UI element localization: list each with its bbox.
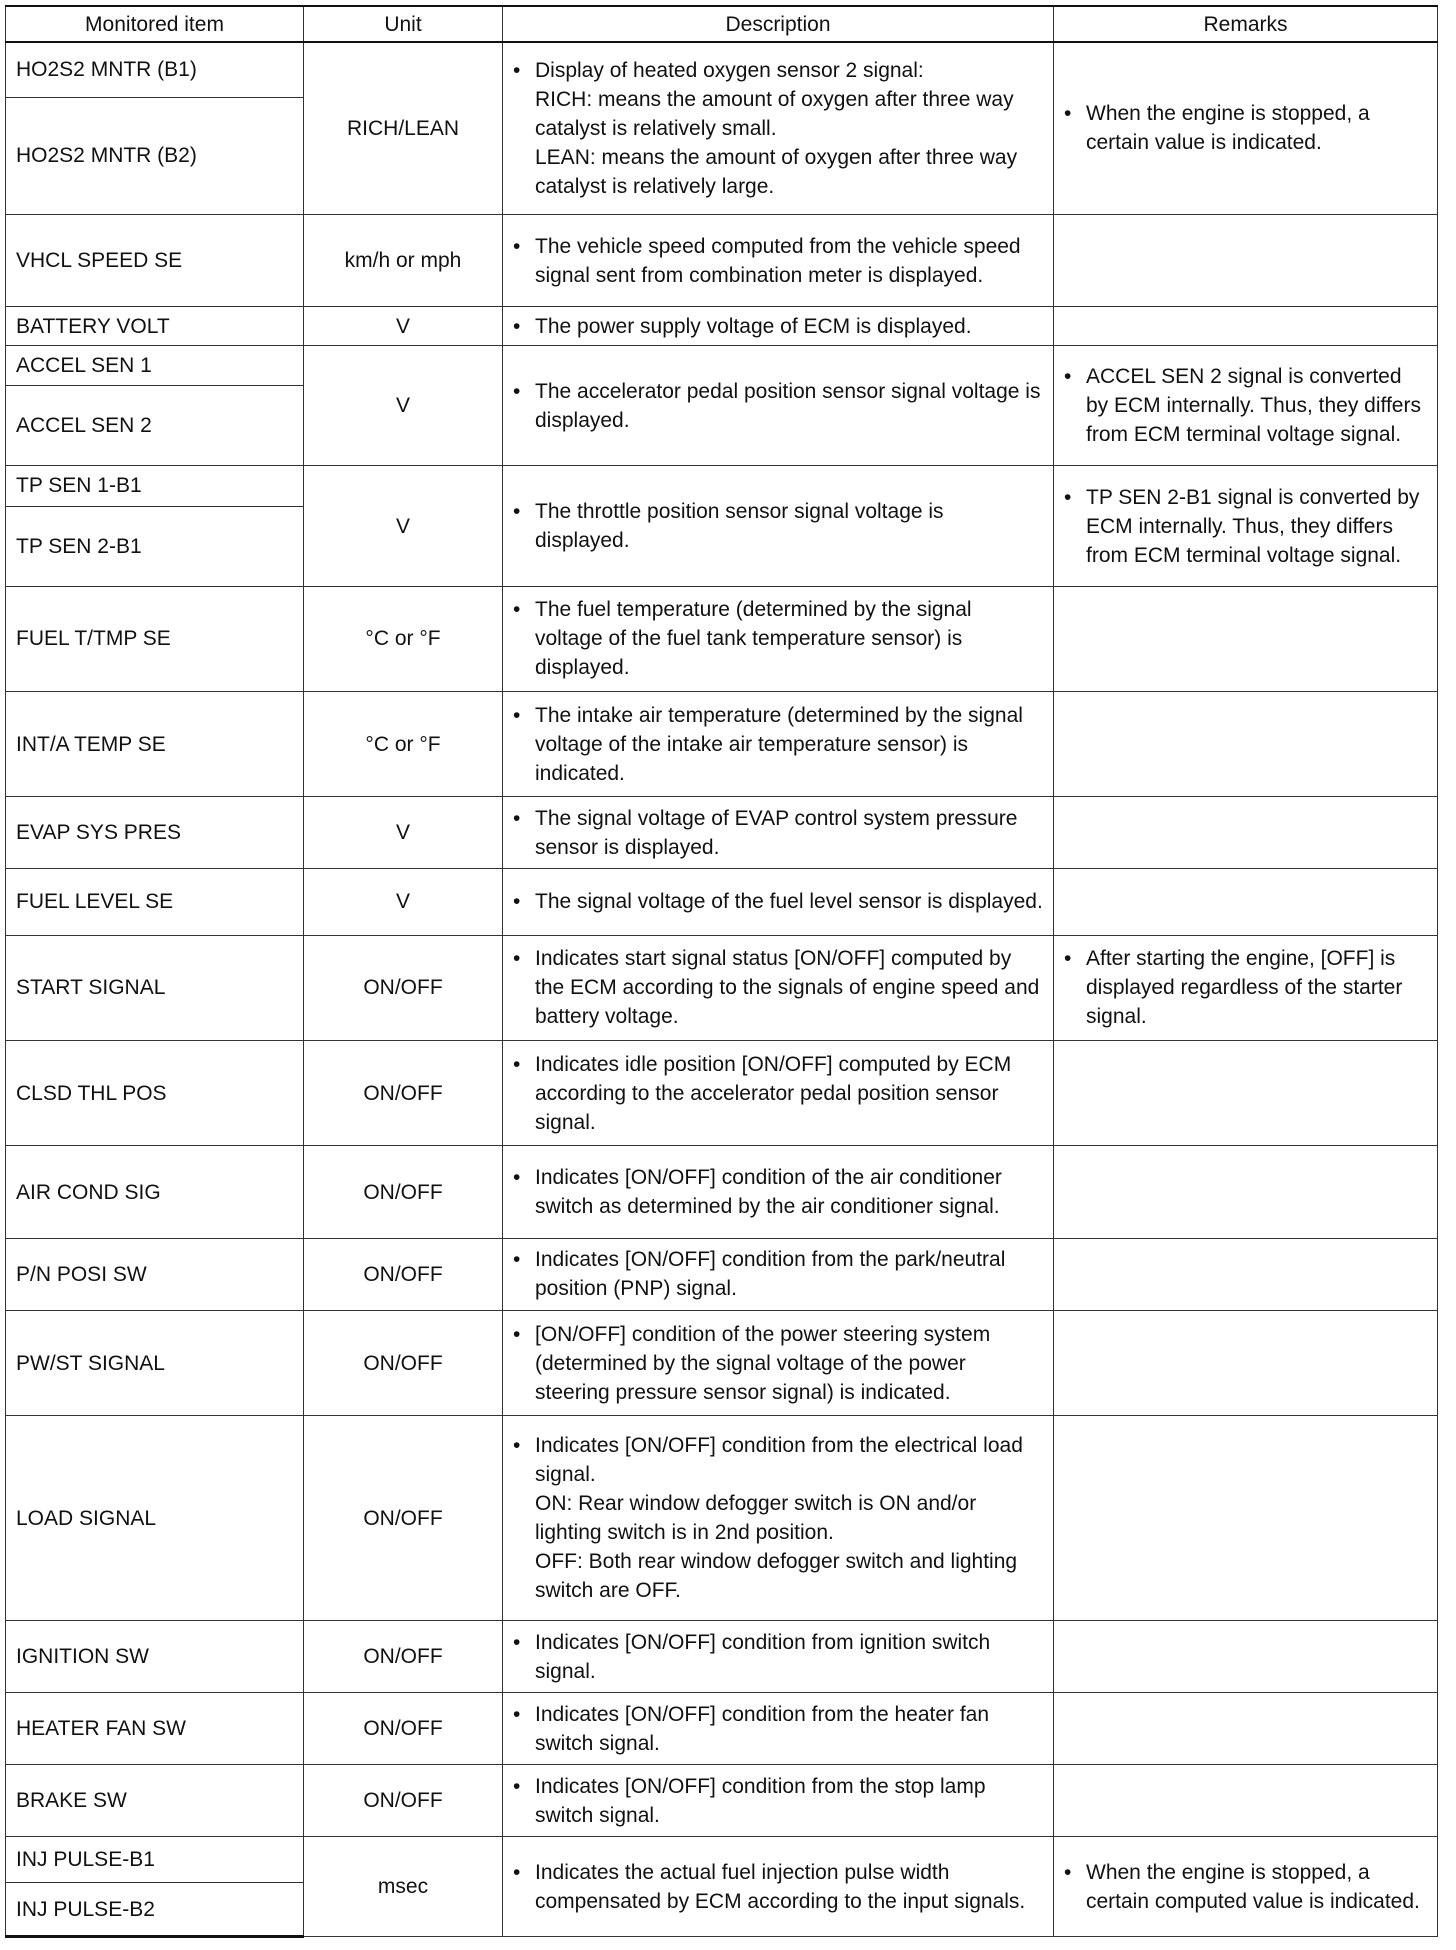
description (513, 232, 1043, 290)
monitored-item: TP SEN 1-B1 (6, 466, 304, 506)
description-text (535, 1700, 1043, 1758)
description-cell (503, 1238, 1054, 1310)
remarks (1064, 944, 1427, 1031)
monitored-item: ACCEL SEN 2 (6, 386, 304, 466)
unit-cell: ON/OFF (304, 1621, 503, 1693)
description-cell (503, 797, 1054, 869)
description-text (535, 1858, 1043, 1916)
remarks (1064, 483, 1427, 570)
table-row (6, 1146, 1438, 1239)
remarks-cell (1054, 797, 1438, 869)
remarks-cell (1054, 691, 1438, 796)
remarks-cell (1054, 346, 1438, 466)
description (513, 701, 1043, 788)
remarks-text (1086, 944, 1427, 1031)
unit-cell: km/h or mph (304, 214, 503, 307)
table-row (6, 214, 1438, 307)
unit-cell: ON/OFF (304, 1765, 503, 1837)
description-cell (503, 214, 1054, 307)
description (513, 595, 1043, 682)
table-row (6, 691, 1438, 796)
description-text (535, 1431, 1043, 1605)
bullet-dot: • (513, 1774, 521, 1798)
table-row (6, 1837, 1438, 1883)
bullet-dot: • (513, 703, 521, 727)
description (513, 887, 1043, 916)
remarks (1064, 362, 1427, 449)
unit-cell: RICH/LEAN (304, 42, 503, 214)
bullet-dot: • (513, 500, 521, 524)
description-text (535, 1628, 1043, 1686)
description-line: Indicates [ON/OFF] condition from the electrical load signal. (535, 1434, 1023, 1487)
description (513, 497, 1043, 555)
description-line: Indicates start signal status [ON/OFF] computed by the ECM according to the signals of engine speed and battery voltage. (535, 947, 1040, 1029)
bullet-dot: • (513, 314, 521, 338)
description-text (535, 804, 1043, 862)
remarks-cell (1054, 1146, 1438, 1239)
description-line: The power supply voltage of ECM is displayed. (535, 314, 972, 338)
remarks-cell (1054, 1238, 1438, 1310)
description-cell (503, 1310, 1054, 1415)
description-cell (503, 1040, 1054, 1145)
description-line: The throttle position sensor signal voltage is displayed. (535, 500, 944, 553)
description-line: Indicates the actual fuel injection pulse width compensated by ECM according to the input signals. (535, 1860, 1026, 1913)
table-row (6, 935, 1438, 1040)
description-text (535, 1050, 1043, 1137)
description-line: Indicates [ON/OFF] condition of the air conditioner switch as determined by the air conditioner signal. (535, 1166, 1002, 1219)
monitored-items-table (5, 5, 1438, 1938)
monitored-item: FUEL LEVEL SE (6, 869, 304, 935)
monitored-item: IGNITION SW (6, 1621, 304, 1693)
description-line: [ON/OFF] condition of the power steering system (determined by the signal voltage of the power steering pressure sensor signal) is indicated. (535, 1322, 991, 1404)
header-monitored-item: Monitored item (6, 6, 304, 42)
monitored-item: FUEL T/TMP SE (6, 586, 304, 691)
monitored-item: HO2S2 MNTR (B1) (6, 42, 304, 97)
unit-cell: °C or °F (304, 586, 503, 691)
monitored-item: BRAKE SW (6, 1765, 304, 1837)
bullet-dot: • (513, 1630, 521, 1654)
header-remarks: Remarks (1054, 6, 1438, 42)
remarks-cell (1054, 42, 1438, 214)
unit-cell: V (304, 307, 503, 346)
table-row (6, 1416, 1438, 1621)
description-cell (503, 346, 1054, 466)
bullet-dot: • (513, 598, 521, 622)
description-text (535, 1320, 1043, 1407)
monitored-item: HO2S2 MNTR (B2) (6, 97, 304, 214)
remarks-cell (1054, 307, 1438, 346)
table-body (6, 42, 1438, 1937)
monitored-item: START SIGNAL (6, 935, 304, 1040)
table-row (6, 466, 1438, 506)
remarks-cell (1054, 1693, 1438, 1765)
description-text (535, 1772, 1043, 1830)
unit-cell: ON/OFF (304, 1146, 503, 1239)
description (513, 1858, 1043, 1916)
description (513, 1163, 1043, 1221)
description-line: The fuel temperature (determined by the signal voltage of the fuel tank temperature sensor) is displayed. (535, 598, 972, 680)
table-row (6, 797, 1438, 869)
description-line: Indicates [ON/OFF] condition from the stop lamp switch signal. (535, 1774, 986, 1827)
bullet-dot: • (1064, 1860, 1072, 1884)
remarks-cell (1054, 935, 1438, 1040)
monitored-item: HEATER FAN SW (6, 1693, 304, 1765)
description-cell (503, 1621, 1054, 1693)
unit-cell: ON/OFF (304, 1040, 503, 1145)
description (513, 944, 1043, 1031)
bullet-dot: • (513, 1434, 521, 1458)
description (513, 1050, 1043, 1137)
bullet-dot: • (513, 806, 521, 830)
unit-cell: V (304, 869, 503, 935)
description-line: Indicates idle position [ON/OFF] computed by ECM according to the accelerator pedal position sensor signal. (535, 1052, 1012, 1134)
description-line: The vehicle speed computed from the vehicle speed signal sent from combination meter is displayed. (535, 234, 1021, 287)
description (513, 377, 1043, 435)
remarks-text (1086, 483, 1427, 570)
monitored-item: AIR COND SIG (6, 1146, 304, 1239)
bullet-dot: • (513, 890, 521, 914)
description-cell (503, 466, 1054, 586)
remarks-text (1086, 362, 1427, 449)
description-text (535, 887, 1043, 916)
remarks-cell (1054, 1310, 1438, 1415)
description (513, 312, 1043, 341)
description-line: OFF: Both rear window defogger switch and lighting switch are OFF. (535, 1550, 1018, 1603)
remarks (1064, 99, 1427, 157)
table-row (6, 869, 1438, 935)
remarks-cell (1054, 1621, 1438, 1693)
description-line: RICH: means the amount of oxygen after three way catalyst is relatively small. (535, 87, 1014, 140)
remarks-text (1086, 99, 1427, 157)
description (513, 1700, 1043, 1758)
description-text (535, 1245, 1043, 1303)
description-cell (503, 1416, 1054, 1621)
description (513, 1431, 1043, 1605)
unit-cell: ON/OFF (304, 1310, 503, 1415)
unit-cell: msec (304, 1837, 503, 1937)
description-text (535, 377, 1043, 435)
table-row (6, 1621, 1438, 1693)
monitored-item: P/N POSI SW (6, 1238, 304, 1310)
bullet-dot: • (513, 379, 521, 403)
table-row (6, 307, 1438, 346)
unit-cell: V (304, 797, 503, 869)
monitored-item: BATTERY VOLT (6, 307, 304, 346)
description-text (535, 312, 1043, 341)
description (513, 1245, 1043, 1303)
description (513, 1772, 1043, 1830)
table-row (6, 42, 1438, 97)
description-text (535, 1163, 1043, 1221)
monitored-item: INJ PULSE-B2 (6, 1883, 304, 1937)
description-line: LEAN: means the amount of oxygen after three way catalyst is relatively large. (535, 145, 1018, 198)
remarks (1064, 1858, 1427, 1916)
description (513, 1628, 1043, 1686)
bullet-dot: • (513, 1860, 521, 1884)
description-cell (503, 935, 1054, 1040)
table-row (6, 1765, 1438, 1837)
remarks-cell (1054, 466, 1438, 586)
bullet-dot: • (513, 1248, 521, 1272)
description-line: ON: Rear window defogger switch is ON and/or lighting switch is in 2nd position. (535, 1492, 977, 1545)
monitored-item: ACCEL SEN 1 (6, 346, 304, 386)
description-line: The signal voltage of the fuel level sensor is displayed. (535, 890, 1043, 914)
bullet-dot: • (513, 1322, 521, 1346)
description-cell (503, 691, 1054, 796)
remarks-cell (1054, 1837, 1438, 1937)
description-cell (503, 1765, 1054, 1837)
table-row (6, 586, 1438, 691)
description-cell (503, 869, 1054, 935)
remarks-text (1086, 1858, 1427, 1916)
description-line: The intake air temperature (determined by the signal voltage of the intake air temperature sensor) is indicated. (535, 703, 1023, 785)
table-row (6, 346, 1438, 386)
bullet-dot: • (1064, 102, 1072, 126)
description-line: Display of heated oxygen sensor 2 signal: (535, 58, 924, 82)
bullet-dot: • (513, 1052, 521, 1076)
remarks-cell (1054, 586, 1438, 691)
bullet-dot: • (1064, 947, 1072, 971)
table-row (6, 1310, 1438, 1415)
remarks-line: After starting the engine, [OFF] is displayed regardless of the starter signal. (1086, 947, 1403, 1029)
unit-cell: ON/OFF (304, 1238, 503, 1310)
unit-cell: ON/OFF (304, 1416, 503, 1621)
bullet-dot: • (513, 234, 521, 258)
description (513, 804, 1043, 862)
bullet-dot: • (1064, 485, 1072, 509)
remarks-cell (1054, 1765, 1438, 1837)
remarks-cell (1054, 869, 1438, 935)
description-cell (503, 1146, 1054, 1239)
description-cell (503, 307, 1054, 346)
remarks-line: ACCEL SEN 2 signal is converted by ECM internally. Thus, they differs from ECM terminal voltage signal. (1086, 365, 1421, 447)
description-text (535, 701, 1043, 788)
table-header-row (6, 6, 1438, 42)
table-row (6, 1040, 1438, 1145)
description-line: Indicates [ON/OFF] condition from the heater fan switch signal. (535, 1702, 990, 1755)
monitored-item: VHCL SPEED SE (6, 214, 304, 307)
description (513, 1320, 1043, 1407)
unit-cell: ON/OFF (304, 935, 503, 1040)
description-cell (503, 1693, 1054, 1765)
unit-cell: ON/OFF (304, 1693, 503, 1765)
bullet-dot: • (1064, 365, 1072, 389)
description-cell (503, 42, 1054, 214)
monitored-item: TP SEN 2-B1 (6, 506, 304, 586)
description-text (535, 56, 1043, 201)
bullet-dot: • (513, 947, 521, 971)
description-line: The signal voltage of EVAP control system pressure sensor is displayed. (535, 806, 1018, 859)
unit-cell: °C or °F (304, 691, 503, 796)
monitored-item: CLSD THL POS (6, 1040, 304, 1145)
remarks-cell (1054, 1416, 1438, 1621)
description-line: Indicates [ON/OFF] condition from the park/neutral position (PNP) signal. (535, 1248, 1006, 1301)
remarks-cell (1054, 1040, 1438, 1145)
remarks-line: TP SEN 2-B1 signal is converted by ECM internally. Thus, they differs from ECM terminal voltage signal. (1086, 485, 1420, 567)
description-text (535, 497, 1043, 555)
monitored-item: PW/ST SIGNAL (6, 1310, 304, 1415)
bullet-dot: • (513, 58, 521, 82)
bullet-dot: • (513, 1702, 521, 1726)
monitored-item: INJ PULSE-B1 (6, 1837, 304, 1883)
table-row (6, 1693, 1438, 1765)
unit-cell: V (304, 346, 503, 466)
description-cell (503, 1837, 1054, 1937)
remarks-cell (1054, 214, 1438, 307)
description (513, 56, 1043, 201)
description-text (535, 232, 1043, 290)
description-text (535, 944, 1043, 1031)
monitored-item: EVAP SYS PRES (6, 797, 304, 869)
monitored-item: INT/A TEMP SE (6, 691, 304, 796)
description-text (535, 595, 1043, 682)
description-line: Indicates [ON/OFF] condition from ignition switch signal. (535, 1630, 991, 1683)
header-unit: Unit (304, 6, 503, 42)
unit-cell: V (304, 466, 503, 586)
bullet-dot: • (513, 1166, 521, 1190)
header-description: Description (503, 6, 1054, 42)
remarks-line: When the engine is stopped, a certain computed value is indicated. (1086, 1860, 1420, 1913)
table-row (6, 1238, 1438, 1310)
remarks-line: When the engine is stopped, a certain value is indicated. (1086, 102, 1370, 155)
description-line: The accelerator pedal position sensor signal voltage is displayed. (535, 379, 1041, 432)
description-cell (503, 586, 1054, 691)
monitored-item: LOAD SIGNAL (6, 1416, 304, 1621)
